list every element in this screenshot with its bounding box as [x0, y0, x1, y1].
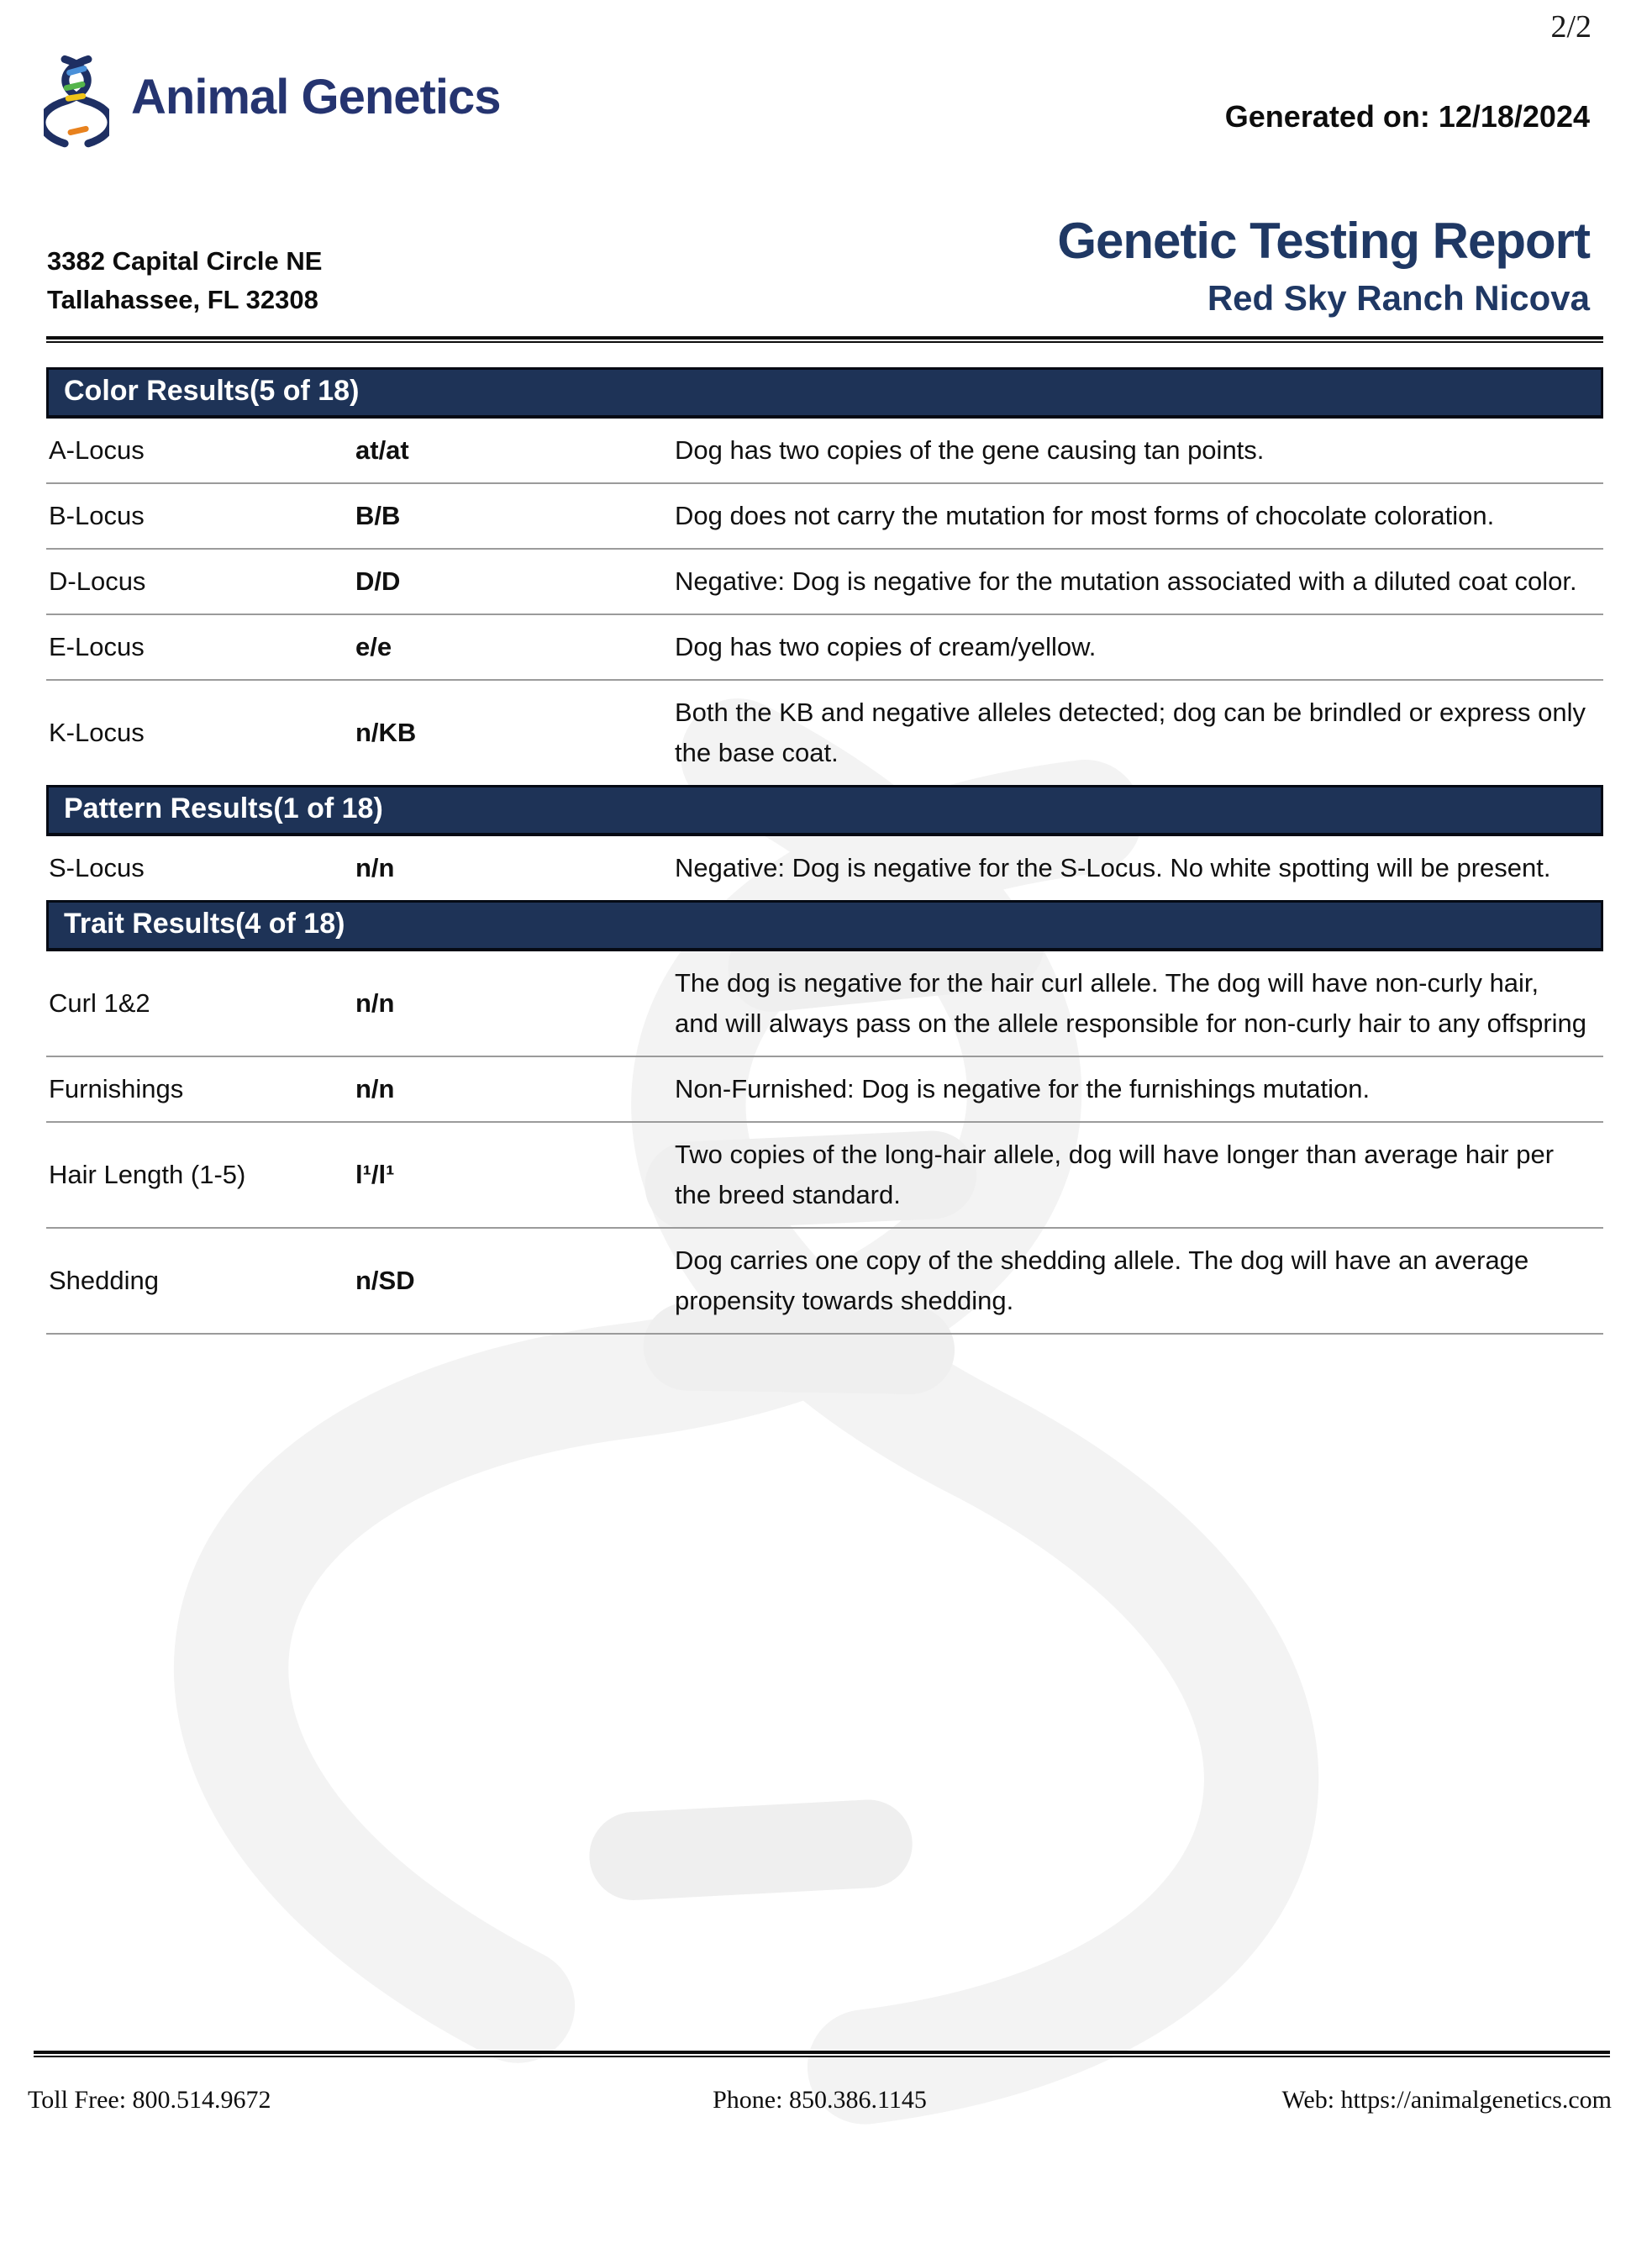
dna-helix-icon — [44, 44, 109, 161]
animal-name: Red Sky Ranch Nicova — [1207, 278, 1590, 318]
row-genotype: n/SD — [355, 1266, 415, 1295]
result-row — [46, 1229, 1603, 1335]
row-description: Non-Furnished: Dog is negative for the furnishings mutation. — [675, 1074, 1371, 1103]
section-title: Trait Results(4 of 18) — [64, 908, 345, 940]
row-locus: S-Locus — [49, 853, 145, 882]
result-row — [46, 419, 1603, 484]
row-genotype: at/at — [355, 435, 409, 465]
footer-web: Web: https://animalgenetics.com — [1281, 2086, 1612, 2114]
row-genotype: n/n — [355, 853, 395, 882]
report-titles — [1057, 212, 1590, 319]
row-genotype: n/n — [355, 988, 395, 1018]
result-row — [46, 681, 1603, 785]
row-description: Dog carries one copy of the shedding allele. The dog will have an average propensity towards shedding. — [675, 1245, 1529, 1315]
row-locus: Shedding — [49, 1266, 160, 1295]
page-number: 2/2 — [1550, 9, 1591, 45]
address-line-1: 3382 Capital Circle NE — [47, 246, 323, 276]
row-genotype: D/D — [355, 566, 401, 596]
section-header-bar — [46, 367, 1603, 419]
company-name: Animal Genetics — [131, 69, 501, 124]
row-description: Two copies of the long-hair allele, dog will have longer than average hair per the breed standard. — [675, 1140, 1555, 1209]
row-genotype: n/KB — [355, 718, 417, 747]
footer — [28, 2086, 1612, 2114]
row-locus: Curl 1&2 — [49, 988, 150, 1018]
row-description: Both the KB and negative alleles detected; dog can be brindled or express only the base coat. — [675, 698, 1586, 767]
row-genotype: e/e — [355, 632, 392, 661]
result-row — [46, 836, 1603, 900]
row-genotype: n/n — [355, 1074, 395, 1103]
company-logo — [44, 44, 500, 161]
company-address — [47, 242, 322, 319]
section-rows — [46, 419, 1603, 785]
result-row — [46, 1123, 1603, 1229]
row-description: Negative: Dog is negative for the S-Locus. No white spotting will be present. — [675, 853, 1551, 882]
result-row — [46, 1057, 1603, 1123]
results-section — [46, 367, 1603, 785]
result-row — [46, 484, 1603, 550]
address-line-2: Tallahassee, FL 32308 — [47, 285, 318, 314]
results-section — [46, 785, 1603, 900]
section-title: Pattern Results(1 of 18) — [64, 793, 383, 824]
results-sections — [46, 367, 1603, 1335]
row-locus: Furnishings — [49, 1074, 184, 1103]
row-locus: E-Locus — [49, 632, 145, 661]
footer-toll-free: Toll Free: 800.514.9672 — [28, 2086, 271, 2114]
row-locus: D-Locus — [49, 566, 146, 596]
row-locus: Hair Length (1-5) — [49, 1160, 246, 1189]
row-description: Dog does not carry the mutation for most forms of chocolate coloration. — [675, 501, 1495, 530]
row-locus: B-Locus — [49, 501, 145, 530]
row-description: Dog has two copies of the gene causing tan points. — [675, 435, 1265, 465]
result-row — [46, 615, 1603, 681]
row-genotype: B/B — [355, 501, 401, 530]
row-genotype: l¹/l¹ — [355, 1160, 395, 1189]
row-locus: K-Locus — [49, 718, 145, 747]
section-header-bar — [46, 900, 1603, 951]
row-locus: A-Locus — [49, 435, 145, 465]
section-rows — [46, 836, 1603, 900]
section-title: Color Results(5 of 18) — [64, 375, 360, 407]
footer-divider — [34, 2051, 1610, 2057]
row-description: The dog is negative for the hair curl allele. The dog will have non-curly hair, and will always pass on the allele responsible for non-curly hair to any offspring — [675, 968, 1587, 1038]
header-divider — [46, 336, 1603, 343]
results-section — [46, 900, 1603, 1335]
row-description: Negative: Dog is negative for the mutation associated with a diluted coat color. — [675, 566, 1577, 596]
result-row — [46, 951, 1603, 1057]
result-row — [46, 550, 1603, 615]
section-header-bar — [46, 785, 1603, 836]
report-title: Genetic Testing Report — [1057, 213, 1590, 269]
footer-phone: Phone: 850.386.1145 — [713, 2086, 927, 2114]
row-description: Dog has two copies of cream/yellow. — [675, 632, 1097, 661]
generated-date: Generated on: 12/18/2024 — [1224, 99, 1590, 134]
section-rows — [46, 951, 1603, 1335]
